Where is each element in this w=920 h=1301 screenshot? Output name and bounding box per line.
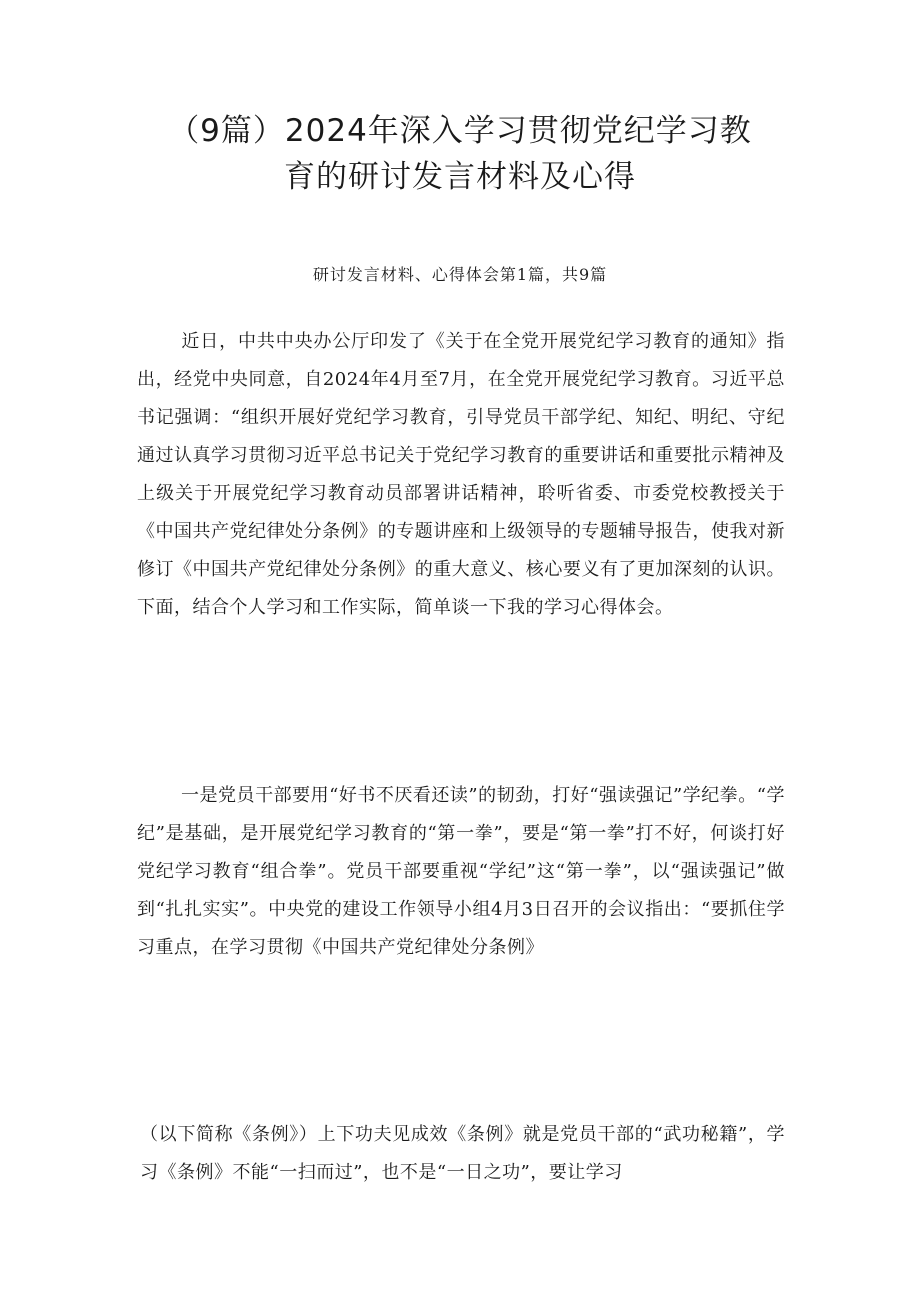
paragraph-text: （以下简称《条例》）上下功夫见成效《条例》就是党员干部的“武功秘籍”，学习《条例》不能“一扫而过”，也不是“一日之功”，要让学习 <box>140 1124 785 1183</box>
paragraph-text: 一是党员干部要用“好书不厌看还读”的韧劲，打好“强读强记”学纪拳。“学纪”是基础，是开展党纪学习教育的“第一拳”，要是“第一拳”打不好，何谈打好党纪学习教育“组合拳”。党员干部要重视“学纪”这“第一拳”，以“强读强记”做到“扎扎实实”。中央党的建设工作领导小组4月3日召开的会议指出：“要抓住学习重点，在学习贯彻《中国共产党纪律处分条例》 <box>137 785 785 958</box>
document-subtitle: 研讨发言材料、心得体会第1篇，共9篇 <box>312 265 608 284</box>
title-line-1: （9篇）2024年深入学习贯彻党纪学习教 <box>168 113 752 149</box>
paragraph-text: 近日，中共中央办公厅印发了《关于在全党开展党纪学习教育的通知》指出，经党中央同意，自2024年4月至7月，在全党开展党纪学习教育。习近平总书记强调：“组织开展好党纪学习教育，引导党员干部学纪、知纪、明纪、守纪通过认真学习贯彻习近平总书记关于党纪学习教育的重要讲话和重要批示精神及上级关于开展党纪学习教育动员部署讲话精神，聆听省委、市委党校教授关于《中国共产党纪律处分条例》的专题讲座和上级领导的专题辅导报告，使我对新修订《中国共产党纪律处分条例》的重大意义、核心要义有了更加深刻的认识。下面，结合个人学习和工作实际，简单谈一下我的学习心得体会。 <box>137 331 785 618</box>
paragraph-point-one <box>137 777 785 967</box>
paragraph-continuation <box>140 1116 785 1192</box>
document-title <box>100 108 820 200</box>
title-line-2: 育的研讨发言材料及心得 <box>284 159 636 195</box>
paragraph-intro <box>137 323 785 627</box>
